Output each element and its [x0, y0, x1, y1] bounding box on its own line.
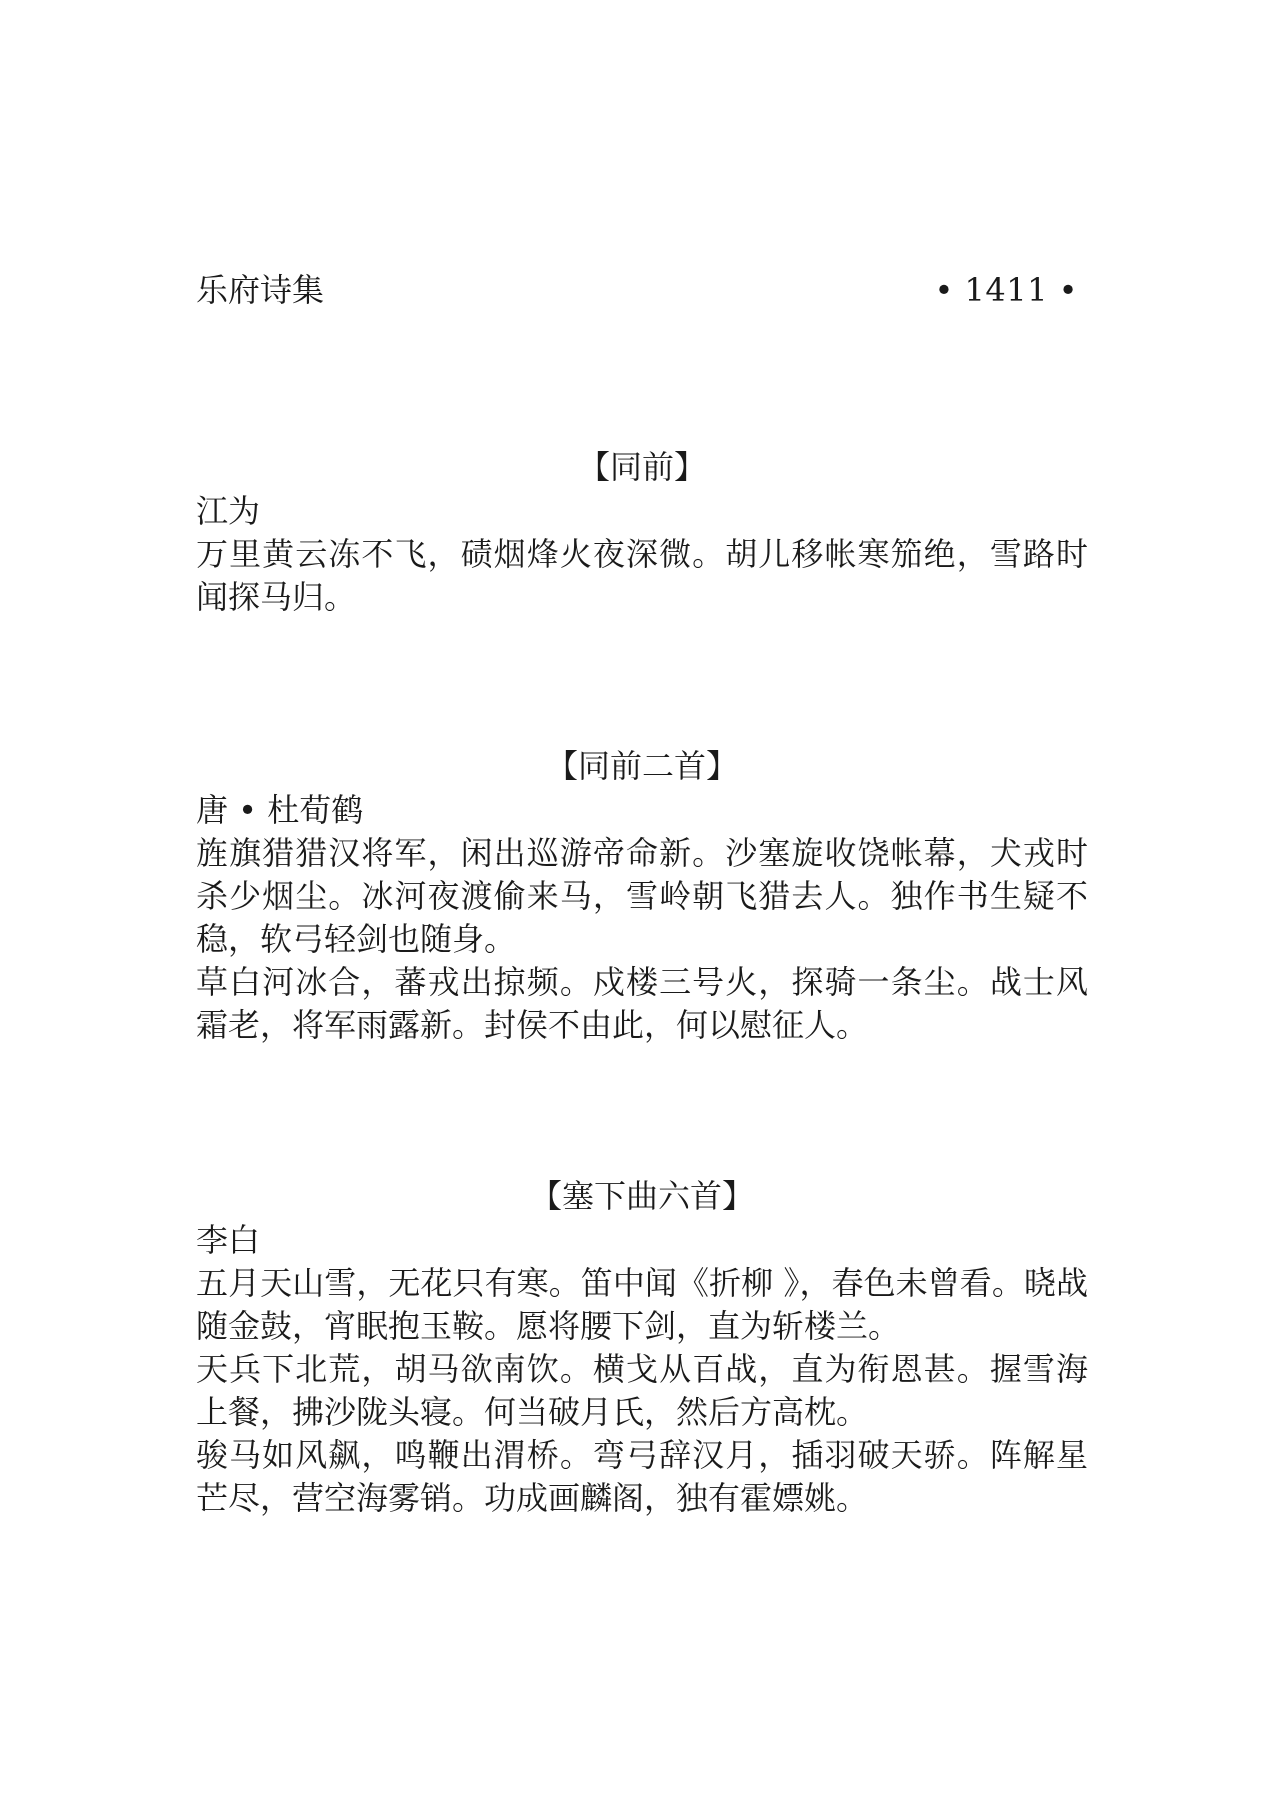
book-title: 乐府诗集 [196, 271, 325, 309]
poem-author: 江为 [196, 492, 261, 530]
poem-author: 李白 [196, 1221, 261, 1259]
poem-paragraph: 五月天山雪，无花只有寒。笛中闻《折柳 》，春色未曾看。晓战随金鼓，宵眠抱玉鞍。愿将腰下剑，直为斩楼兰。 [196, 1264, 1088, 1345]
page-number: • 1411 • [934, 271, 1078, 309]
poem-paragraph: 骏马如风飙，鸣鞭出渭桥。弯弓辞汉月，插羽破天骄。阵解星芒尽，营空海雾销。功成画麟阁，独有霍嫖姚。 [196, 1436, 1088, 1517]
section-title: 【同前】 [577, 448, 706, 486]
poem-paragraph: 草白河冰合，蕃戎出掠频。戍楼三号火，探骑一条尘。战士风霜老，将军雨露新。封侯不由此，何以慰征人。 [196, 963, 1088, 1044]
section-title: 【塞下曲六首】 [529, 1177, 754, 1215]
poem-section [196, 1174, 1088, 1520]
running-header [196, 268, 1088, 312]
poem-section [196, 744, 1088, 1047]
poem-paragraph: 万里黄云冻不飞，碛烟烽火夜深微。胡儿移帐寒笳绝，雪路时闻探马归。 [196, 535, 1088, 616]
section-title: 【同前二首】 [545, 747, 738, 785]
poem-paragraph: 旌旗猎猎汉将军，闲出巡游帝命新。沙塞旋收饶帐幕，犬戎时杀少烟尘。冰河夜渡偷来马，雪岭朝飞猎去人。独作书生疑不稳，软弓轻剑也随身。 [196, 834, 1088, 958]
poem-author: 唐 • 杜荀鹤 [196, 791, 364, 829]
document-page [196, 0, 1088, 1795]
poem-paragraph: 天兵下北荒，胡马欲南饮。横戈从百战，直为衔恩甚。握雪海上餐，拂沙陇头寝。何当破月氏，然后方高枕。 [196, 1350, 1088, 1431]
poem-section [196, 445, 1088, 619]
